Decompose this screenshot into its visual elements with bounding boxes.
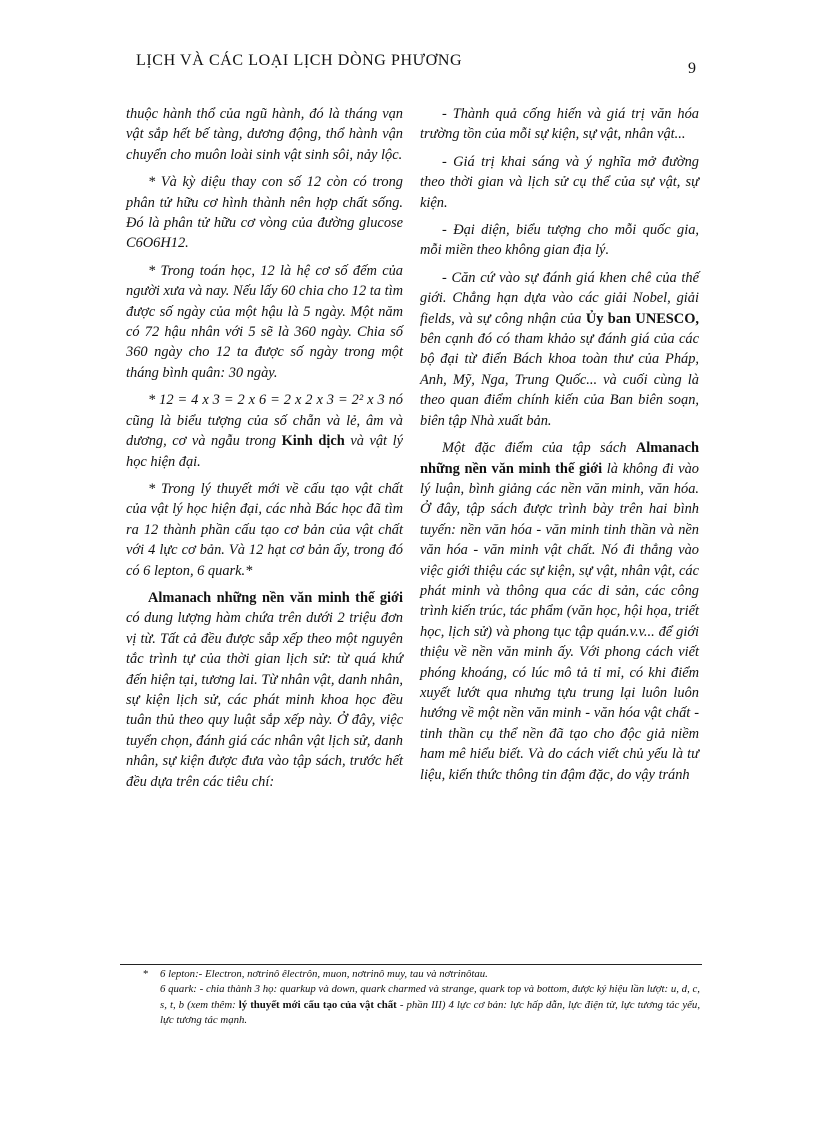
footnote-marker: *	[143, 968, 149, 980]
criterion	[420, 268, 699, 431]
text-run: và vật lý học hiện đại.	[126, 433, 403, 470]
text-run: - Căn cứ vào sự đánh giá khen chê của thế giới. Chẳng hạn dựa vào các giải Nobel, giải fields, và sự công nhận của	[420, 269, 699, 327]
right-column	[420, 104, 699, 792]
paragraph	[126, 588, 403, 792]
paragraph: * Và kỳ diệu thay con số 12 còn có trong phân tử hữu cơ hình thành nên hợp chất sống. Đó là phân tử hữu cơ vòng của đường glucose C6O6H12.	[126, 174, 403, 252]
text-run: * 12 = 4 x 3 = 2 x 6 = 2 x 2 x 3 = 2² x 3 nó cũng là biểu tượng của số chẵn và lẻ, âm và dương, cơ và ngẫu trong	[126, 392, 403, 450]
criterion: - Thành quả cống hiến và giá trị văn hóa trường tồn của mỗi sự kiện, sự vật, nhân vật...	[420, 106, 699, 143]
running-header: LỊCH VÀ CÁC LOẠI LỊCH DÒNG PHƯƠNG	[136, 52, 463, 69]
text-run: là không đi vào lý luận, bình giảng các nền văn minh, văn hóa. Ở đây, tập sách được trình bày trên hai bình tuyến: nền văn hóa - văn minh tinh thần và nền văn hóa - văn minh vật chất. Nó đi thẳng vào việc giới thiệu các sự kiện, sự vật, nhân vật, các phát minh và thông qua các di sản, các công trình kiến trúc, tác phẩm (văn học, hội họa, triết học, lịch sử) và phong tục tập quán.v.v... để giới thiệu về nền văn minh ấy. Với phong cách viết phóng khoáng, có lúc mô tả tỉ mỉ, có khi điểm xuyết lướt qua nhưng tựu trung lại luôn luôn hướng về một nền văn minh - văn hóa vật chất - tinh thần cụ thể nền đã tạo cho độc giả niềm ham mê hiểu biết. Và do cách viết chủ yếu là tư liệu, kiến thức thông tin đậm đặc, do vậy tránh	[420, 460, 699, 783]
book-title: Almanach những nền văn minh thế giới	[420, 440, 699, 477]
text-run: bên cạnh đó có tham khảo sự đánh giá của các bộ đại từ điển Bách khoa toàn thư của Pháp, Anh, Mỹ, Nga, Trung Quốc... và cuối cùng là theo quan điểm chính kiến của Ban biên soạn, biên tập Nhà xuất bản.	[420, 331, 699, 429]
paragraph	[420, 438, 699, 785]
criterion: - Đại diện, biểu tượng cho mỗi quốc gia, mỗi miền theo không gian địa lý.	[420, 222, 699, 259]
paragraph: * Trong toán học, 12 là hệ cơ số đếm của người xưa và nay. Nếu lấy 60 chia cho 12 ta tìm được số ngày của một hậu là 5 ngày. Một năm có 72 hậu nhân với 5 sẽ là 360 ngày. Chia số 360 ngày cho 12 ta được số ngày trong một tháng bình quân: 30 ngày.	[126, 262, 403, 381]
criterion: - Giá trị khai sáng và ý nghĩa mở đường theo thời gian và lịch sử cụ thể của sự vật, sự kiện.	[420, 153, 699, 211]
footnote-divider	[120, 964, 702, 965]
bold-term: Ủy ban UNESCO,	[585, 310, 699, 327]
bold-term: lý thuyết mới cấu tạo của vật chất	[238, 998, 397, 1011]
footnote-line: 6 lepton:- Electron, nơtrinô êlectrôn, muon, nơtrinô muy, tau và nơtrinôtau.	[160, 968, 488, 980]
left-column	[126, 104, 403, 799]
paragraph: thuộc hành thổ của ngũ hành, đó là tháng vạn vật sắp hết bế tàng, dương động, thổ hành vận chuyển cho muôn loài sinh vật sinh sôi, nảy lộc.	[126, 106, 403, 163]
text-run: Một đặc điểm của tập sách	[442, 440, 627, 457]
text-run: - phần III) 4 lực cơ bản: lực hấp dẫn, lực điện từ, lực tương tác yếu, lực tương tác mạnh.	[160, 998, 701, 1027]
book-title: Almanach những nền văn minh thế giới	[148, 589, 403, 606]
text-run: có dung lượng hàm chứa trên dưới 2 triệu đơn vị từ. Tất cả đều được sắp xếp theo một nguyên tắc trình tự của thời gian lịch sử: từ quá khứ đến hiện tại, tương lai. Từ nhân vật, danh nhân, sự kiện lịch sử, các phát minh khoa học đều tuân thủ theo quy luật sắp xếp này. Ở đây, việc tuyển chọn, đánh giá các nhân vật lịch sử, danh nhân, sự kiện được đưa vào tập sách, trước hết đều dựa trên các tiêu chí:	[126, 610, 403, 790]
footnote-line	[160, 982, 700, 1028]
footnote	[143, 967, 701, 1029]
paragraph	[126, 390, 403, 472]
text-run: 6 quark: - chia thành 3 họ: quarkup và down, quark charmed và strange, quark top và bottom, được ký hiệu lần lượt: u, d, c, s, t, b (xem thêm:	[160, 983, 700, 1011]
bold-term: Kinh dịch	[281, 433, 345, 450]
page-number: 9	[688, 60, 696, 77]
paragraph: * Trong lý thuyết mới về cấu tạo vật chất của vật lý học hiện đại, các nhà Bác học đã tìm ra 12 thành phần cấu tạo cơ bản của vật chất với 4 lực cơ bản. Và 12 hạt cơ bản ấy, trong đó có 6 lepton, 6 quark.*	[126, 480, 403, 579]
